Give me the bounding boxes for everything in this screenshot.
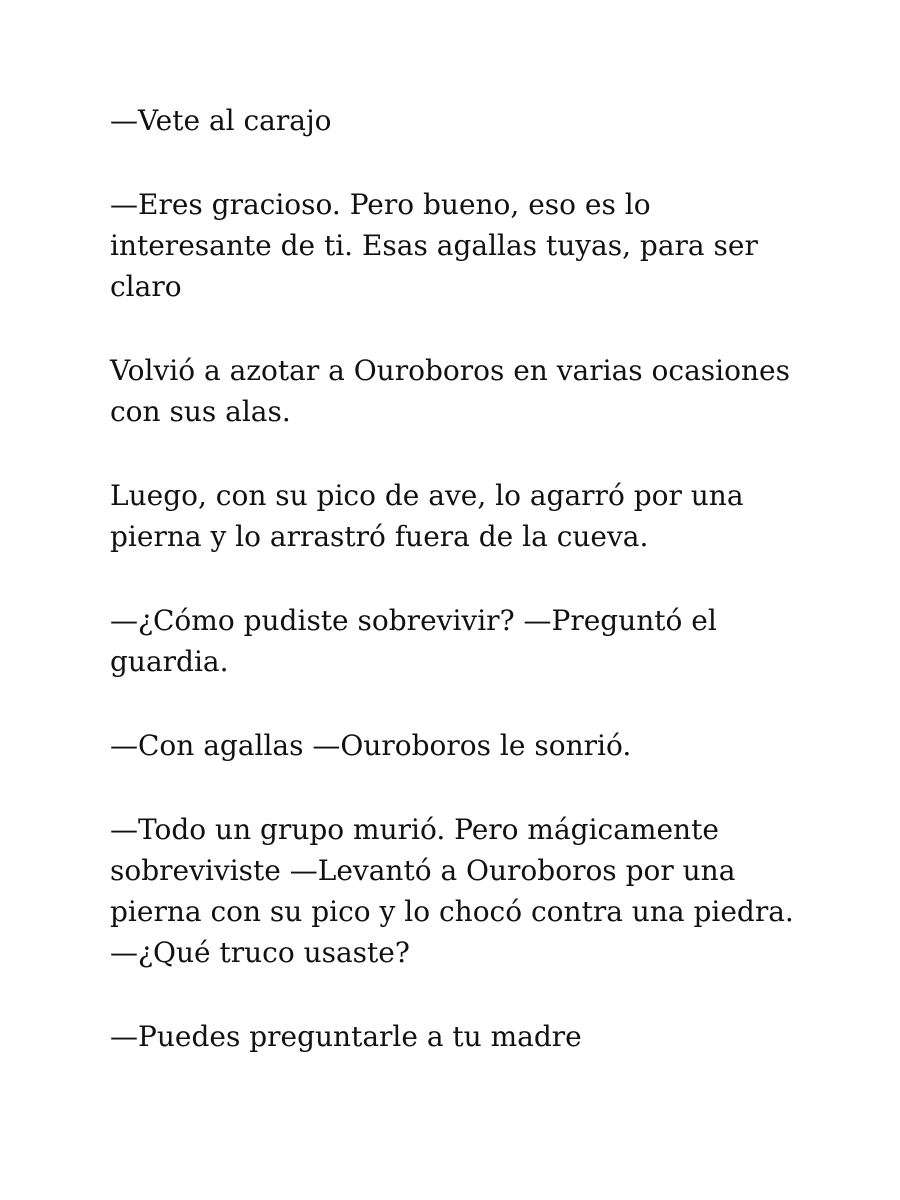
paragraph: —Todo un grupo murió. Pero mágicamente sobreviviste —Levantó a Ouroboros por una pierna con su pico y lo chocó contra una piedra. —¿Qué truco usaste?: [110, 813, 794, 969]
paragraph: —Eres gracioso. Pero bueno, eso es lo interesante de ti. Esas agallas tuyas, para ser claro: [110, 188, 758, 303]
paragraph: Volvió a azotar a Ouroboros en varias ocasiones con sus alas.: [110, 354, 790, 428]
paragraph: —Con agallas —Ouroboros le sonrió.: [110, 729, 632, 762]
paragraph: Luego, con su pico de ave, lo agarró por una pierna y lo arrastró fuera de la cueva.: [110, 479, 744, 553]
page-text-column: [110, 100, 810, 1100]
paragraph: —¿Cómo pudiste sobrevivir? —Preguntó el guardia.: [110, 604, 717, 678]
paragraph: —Puedes preguntarle a tu madre: [110, 1020, 582, 1053]
paragraph: —Vete al carajo: [110, 104, 332, 137]
